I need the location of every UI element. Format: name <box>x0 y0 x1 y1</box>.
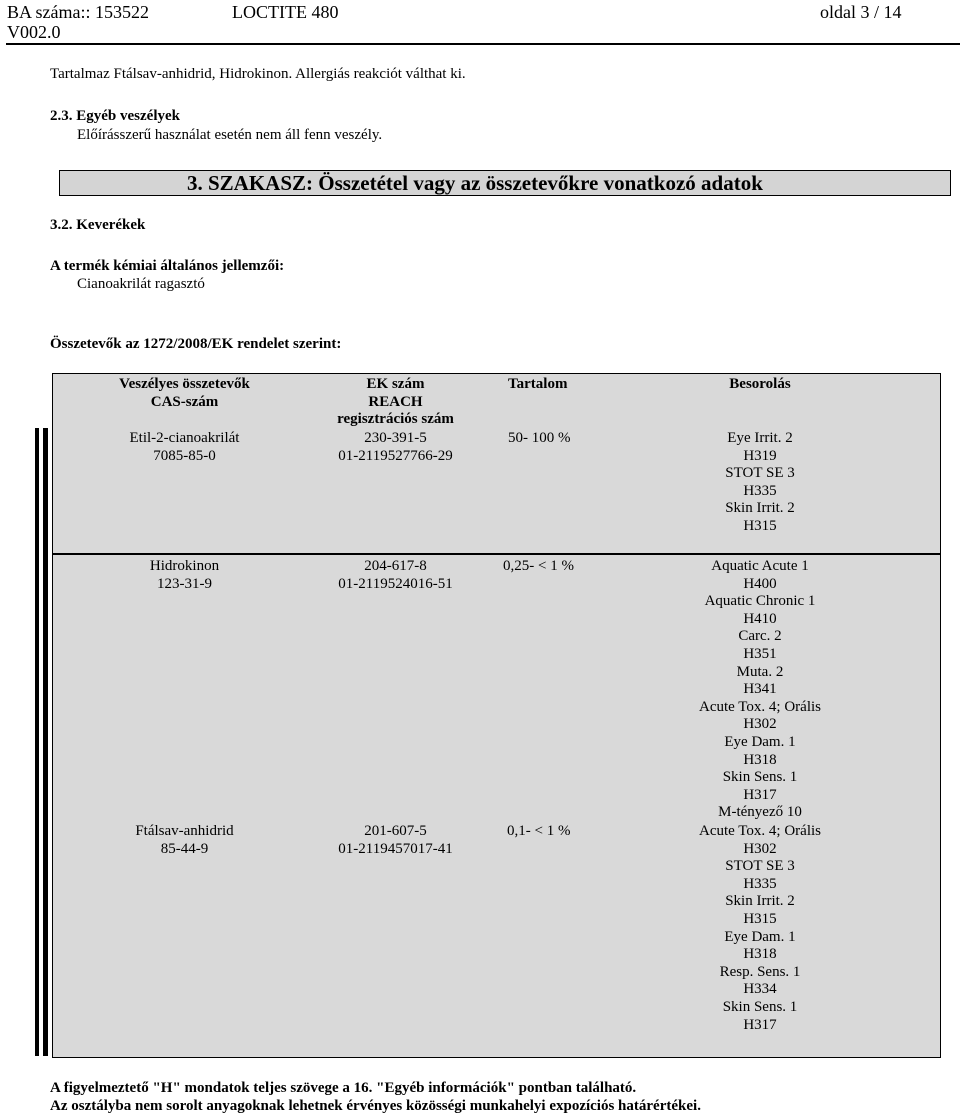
classification-entry: STOT SE 3 <box>725 858 795 875</box>
classification-list <box>650 823 870 1034</box>
classification-entry: Acute Tox. 4; Orális <box>699 823 821 839</box>
page-number: oldal 3 / 14 <box>820 2 902 22</box>
content-range: 50- 100 % <box>508 430 571 446</box>
footer-note-2: Az osztályba nem sorolt anyagoknak lehetnek érvényes közösségi munkahelyi expozíciós határértékei. <box>50 1098 701 1114</box>
table-row <box>52 823 317 858</box>
section-3-2-heading: 3.2. Keverékek <box>50 217 146 233</box>
chem-char-value: Cianoakrilát ragasztó <box>77 276 205 292</box>
header-col2-line2: REACH <box>368 393 423 410</box>
content-range: 0,1- < 1 % <box>507 823 571 839</box>
intro-text: Tartalmaz Ftálsav-anhidrid, Hidrokinon. Allergiás reakciót válthat ki. <box>50 66 466 82</box>
chem-char-heading: A termék kémiai általános jellemzői: <box>50 258 285 274</box>
classification-entry: H341 <box>743 681 777 698</box>
classification-entry: Skin Sens. 1 <box>722 998 798 1015</box>
header-col2-line3: regisztrációs szám <box>337 411 454 428</box>
classification-entry: Eye Irrit. 2 <box>727 430 793 446</box>
classification-entry: H335 <box>743 482 777 499</box>
classification-entry: H317 <box>743 1016 777 1033</box>
header-ek <box>323 376 468 429</box>
ek-reach-cell <box>323 558 468 593</box>
classification-entry: Muta. 2 <box>736 663 784 680</box>
ingredient-name: Etil-2-cianoakrilát <box>129 430 240 446</box>
ingredients-heading: Összetevők az 1272/2008/EK rendelet szerint: <box>50 336 342 352</box>
cas-number: 7085-85-0 <box>153 447 216 464</box>
classification-entry: Acute Tox. 4; Orális <box>699 698 821 715</box>
product-name: LOCTITE 480 <box>232 2 339 22</box>
reach-number: 01-2119457017-41 <box>338 840 453 857</box>
section-2-3-text: Előírásszerű használat esetén nem áll fenn veszély. <box>77 127 383 143</box>
classification-entry: Skin Sens. 1 <box>722 769 798 786</box>
ek-reach-cell <box>323 823 468 858</box>
footer-note-1: A figyelmeztető "H" mondatok teljes szövege a 16. "Egyéb információk" pontban található. <box>50 1080 637 1096</box>
classification-entry: Resp. Sens. 1 <box>719 963 801 980</box>
classification-entry: H400 <box>743 575 777 592</box>
header-rule <box>6 43 960 45</box>
header-ingredient <box>52 376 317 411</box>
content-range: 0,25- < 1 % <box>503 558 574 574</box>
classification-entry: STOT SE 3 <box>725 465 795 482</box>
section-2-3-heading: 2.3. Egyéb veszélyek <box>50 108 180 124</box>
classification-entry: Aquatic Acute 1 <box>711 558 809 574</box>
ingredient-name: Ftálsav-anhidrid <box>135 823 234 839</box>
change-bar-inner <box>43 428 48 1056</box>
classification-entry: H410 <box>743 610 777 627</box>
classification-entry: Skin Irrit. 2 <box>725 500 795 517</box>
classification-entry: Eye Dam. 1 <box>724 928 796 945</box>
classification-entry: Eye Dam. 1 <box>724 733 796 750</box>
ek-number: 201-607-5 <box>364 823 427 839</box>
classification-entry: H319 <box>743 447 777 464</box>
cas-number: 85-44-9 <box>160 840 209 857</box>
classification-list <box>650 430 870 536</box>
header-col1-line2: CAS-szám <box>150 393 219 410</box>
reach-number: 01-2119527766-29 <box>338 447 453 464</box>
classification-entry: Aquatic Chronic 1 <box>704 593 816 610</box>
change-bar-outer <box>35 428 39 1056</box>
classification-entry: H302 <box>743 840 777 857</box>
section-3-title: 3. SZAKASZ: Összetétel vagy az összetevőkre vonatkozó adatok <box>187 171 763 195</box>
classification-entry: Skin Irrit. 2 <box>725 893 795 910</box>
ingredient-name: Hidrokinon <box>149 558 220 574</box>
classification-entry: M-tényező 10 <box>718 804 802 821</box>
doc-version: V002.0 <box>7 22 61 42</box>
classification-entry: H335 <box>743 875 777 892</box>
classification-entry: H317 <box>743 786 777 803</box>
classification-list <box>650 558 870 822</box>
classification-entry: H302 <box>743 716 777 733</box>
classification-entry: H318 <box>743 946 777 963</box>
header-col1-line1: Veszélyes összetevők <box>119 376 250 392</box>
ek-number: 204-617-8 <box>364 558 427 574</box>
ek-number: 230-391-5 <box>364 430 427 446</box>
cas-number: 123-31-9 <box>157 575 212 592</box>
classification-entry: H315 <box>743 517 777 534</box>
reach-number: 01-2119524016-51 <box>338 575 453 592</box>
header-col2-line1: EK szám <box>366 376 425 392</box>
classification-entry: H318 <box>743 751 777 768</box>
header-classification: Besorolás <box>729 376 791 392</box>
table-row <box>52 558 317 593</box>
ek-reach-cell <box>323 430 468 465</box>
header-content: Tartalom <box>508 376 568 392</box>
table-row-separator <box>52 553 941 555</box>
classification-entry: H334 <box>743 981 777 998</box>
classification-entry: H351 <box>743 645 777 662</box>
classification-entry: Carc. 2 <box>738 628 782 645</box>
table-row <box>52 430 317 465</box>
classification-entry: H315 <box>743 910 777 927</box>
doc-id: BA száma:: 153522 <box>7 2 149 22</box>
